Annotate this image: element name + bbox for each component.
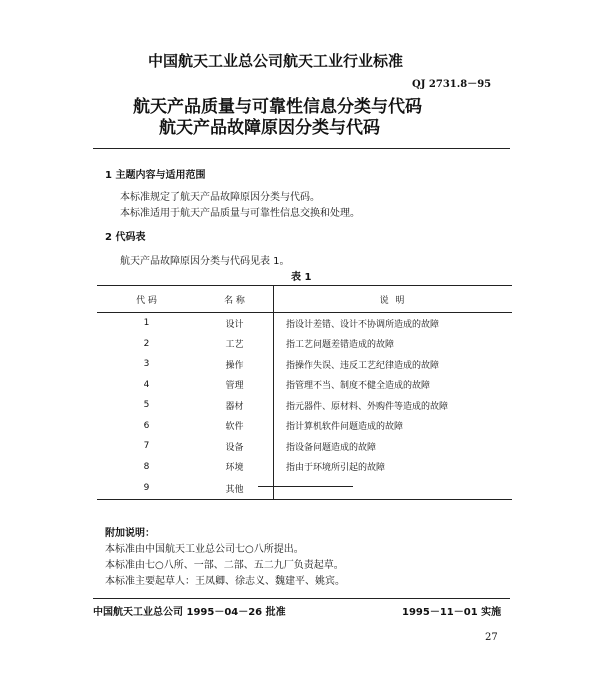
row-code: 9 [97,477,196,500]
notes-line-2: 本标准由七○八所、一部、二部、五二九厂负责起草。 [105,560,344,571]
table-header-row [97,286,512,313]
table-row [97,416,512,437]
table-row [97,395,512,416]
section2-intro: 航天产品故障原因分类与代码见表 1。 [120,256,290,267]
column-header-description: 说 明 [274,286,513,313]
table-row [97,354,512,375]
row-name: 环境 [196,457,274,478]
notes-line-1: 本标准由中国航天工业总公司七○八所提出。 [105,544,304,555]
row-description: 指设备问题造成的故障 [286,442,377,453]
section1-paragraph-1: 本标准规定了航天产品故障原因分类与代码。 [120,192,320,203]
section1-paragraph-2: 本标准适用于航天产品质量与可靠性信息交换和处理。 [120,208,360,219]
row-description: 指计算机软件问题造成的故障 [286,422,404,433]
row-code: 1 [143,318,150,329]
title-divider [93,148,510,149]
row-name: 设备 [196,436,274,457]
approval-date: 中国航天工业总公司 1995－04－26 批准 [93,607,286,618]
row-description: 指由于环境所引起的故障 [286,463,386,474]
row-description [274,477,513,500]
table-row [97,477,512,500]
issuing-organization: 中国航天工业总公司航天工业行业标准 [148,52,404,70]
row-code: 4 [143,379,150,390]
section1-heading: 1 主题内容与适用范围 [105,170,206,181]
row-code: 8 [143,461,150,472]
footer-divider [93,598,510,599]
document-title-line2: 航天产品故障原因分类与代码 [159,118,380,138]
row-name: 工艺 [196,334,274,355]
standard-code: QJ 2731.8－95 [412,79,492,90]
notes-heading: 附加说明： [105,528,155,539]
row-name: 器材 [196,395,274,416]
column-header-name: 名 称 [196,286,274,313]
row-name: 管理 [196,375,274,396]
row-description: 指元器件、原材料、外购件等造成的故障 [286,401,449,412]
row-code: 5 [143,400,150,411]
implementation-date: 1995－11－01 实施 [402,607,502,618]
table-row [97,457,512,478]
row-code: 6 [143,420,150,431]
row-name: 软件 [196,416,274,437]
row-description: 指设计差错、设计不协调所造成的故障 [286,319,440,330]
table-caption: 表 1 [291,272,312,283]
row-name: 其他 [196,477,274,500]
row-description: 指操作失误、违反工艺纪律造成的故障 [286,360,440,371]
row-name: 操作 [196,354,274,375]
table-row [97,436,512,457]
table-row [97,313,512,334]
table-row [97,334,512,355]
separator-line [258,486,353,487]
row-description: 指管理不当、制度不健全造成的故障 [286,381,431,392]
table-row [97,375,512,396]
row-code: 2 [143,338,150,349]
row-code: 3 [143,359,150,370]
page-number: 27 [485,632,498,643]
row-name: 设计 [196,313,274,334]
row-code: 7 [143,441,150,452]
column-header-code: 代 码 [97,286,196,313]
section2-heading: 2 代码表 [105,232,146,243]
row-description: 指工艺问题差错造成的故障 [286,340,395,351]
fault-cause-code-table [97,286,512,500]
notes-line-3: 本标准主要起草人：王凤卿、徐志义、魏建平、姚宾。 [105,576,345,587]
document-title-line1: 航天产品质量与可靠性信息分类与代码 [133,97,422,117]
